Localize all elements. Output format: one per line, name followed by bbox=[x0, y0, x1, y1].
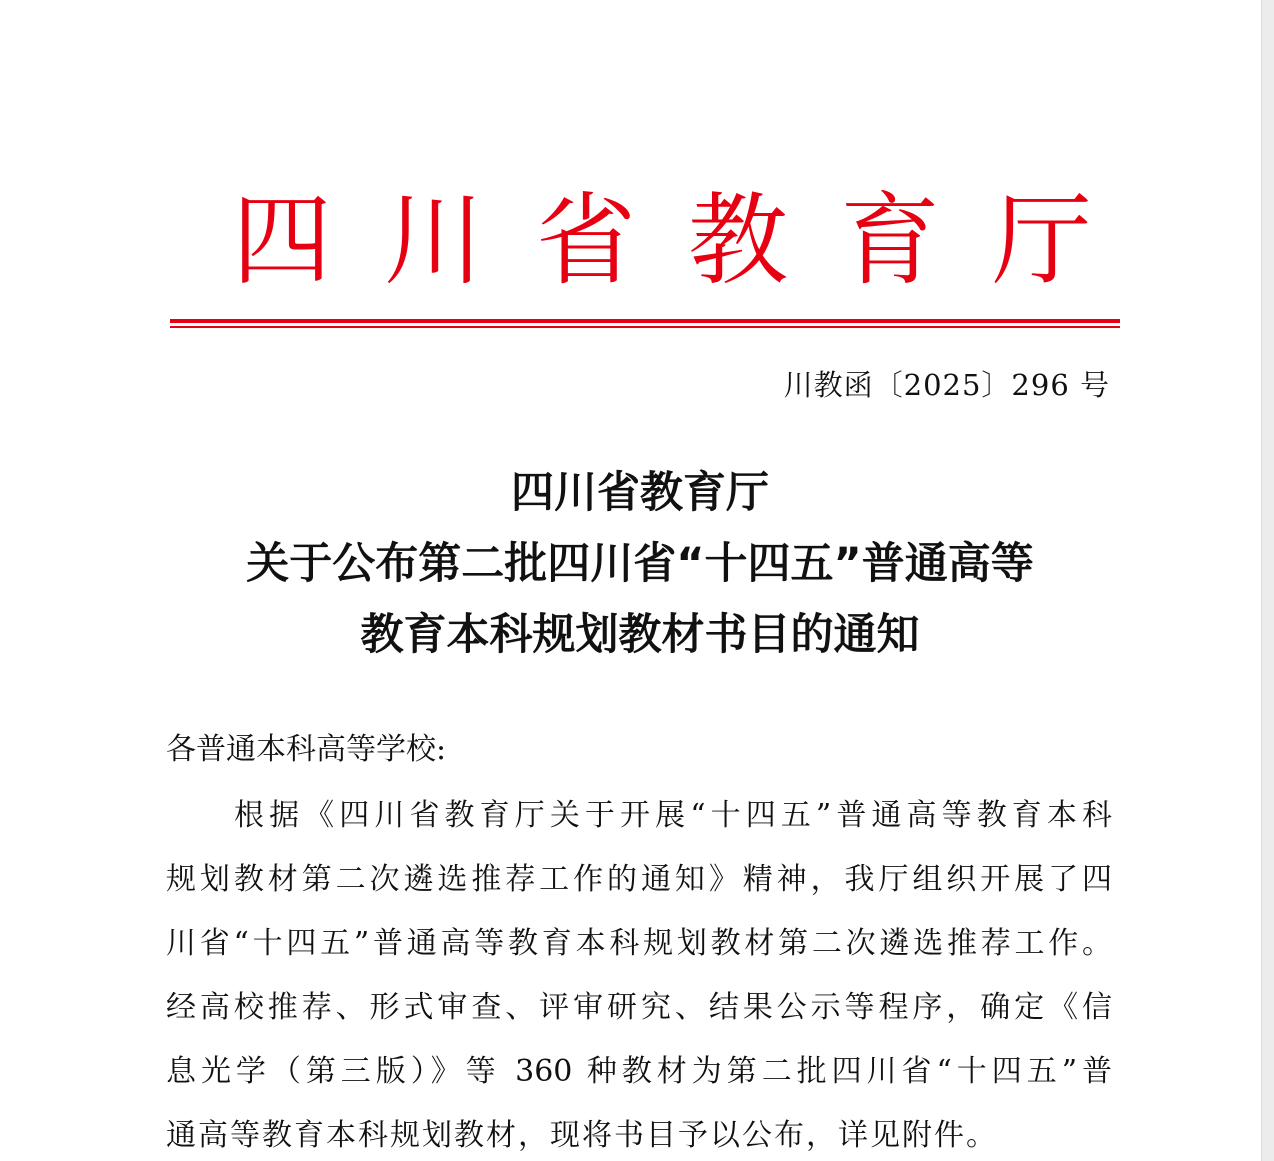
body-line: 川省“十四五”普通高等教育本科规划教材第二次遴选推荐工作。 bbox=[166, 926, 1112, 961]
body-line: 根据《四川省教育厅关于开展“十四五”普通高等教育本科 bbox=[234, 798, 1112, 833]
body-line: 息光学（第三版）》等 360 种教材为第二批四川省“十四五”普 bbox=[166, 1054, 1112, 1089]
title-line: 四川省教育厅 bbox=[511, 468, 769, 518]
document-number: 川教函〔2025〕296 号 bbox=[783, 368, 1110, 402]
masthead-char: 厅 bbox=[992, 182, 1092, 299]
body-line: 经高校推荐、形式审查、评审研究、结果公示等程序，确定《信 bbox=[166, 990, 1112, 1025]
masthead-char: 川 bbox=[384, 182, 484, 299]
masthead-char: 教 bbox=[688, 182, 788, 299]
body-line: 通高等教育本科规划教材，现将书目予以公布，详见附件。 bbox=[166, 1118, 998, 1153]
body-paragraph bbox=[166, 784, 1112, 1161]
title-line: 关于公布第二批四川省“十四五”普通高等 bbox=[246, 539, 1034, 589]
red-divider-thin bbox=[170, 326, 1120, 328]
red-divider-thick bbox=[170, 319, 1120, 323]
document-title bbox=[120, 458, 1160, 671]
masthead-char: 四 bbox=[232, 182, 332, 299]
masthead-char: 育 bbox=[840, 182, 940, 299]
masthead-char: 省 bbox=[536, 182, 636, 299]
addressee: 各普通本科高等学校: bbox=[166, 732, 447, 767]
body-line: 规划教材第二次遴选推荐工作的通知》精神，我厅组织开展了四 bbox=[166, 862, 1112, 897]
issuer-masthead bbox=[232, 176, 1092, 306]
title-line: 教育本科规划教材书目的通知 bbox=[360, 610, 920, 660]
scrollbar-track[interactable] bbox=[1261, 0, 1274, 1161]
